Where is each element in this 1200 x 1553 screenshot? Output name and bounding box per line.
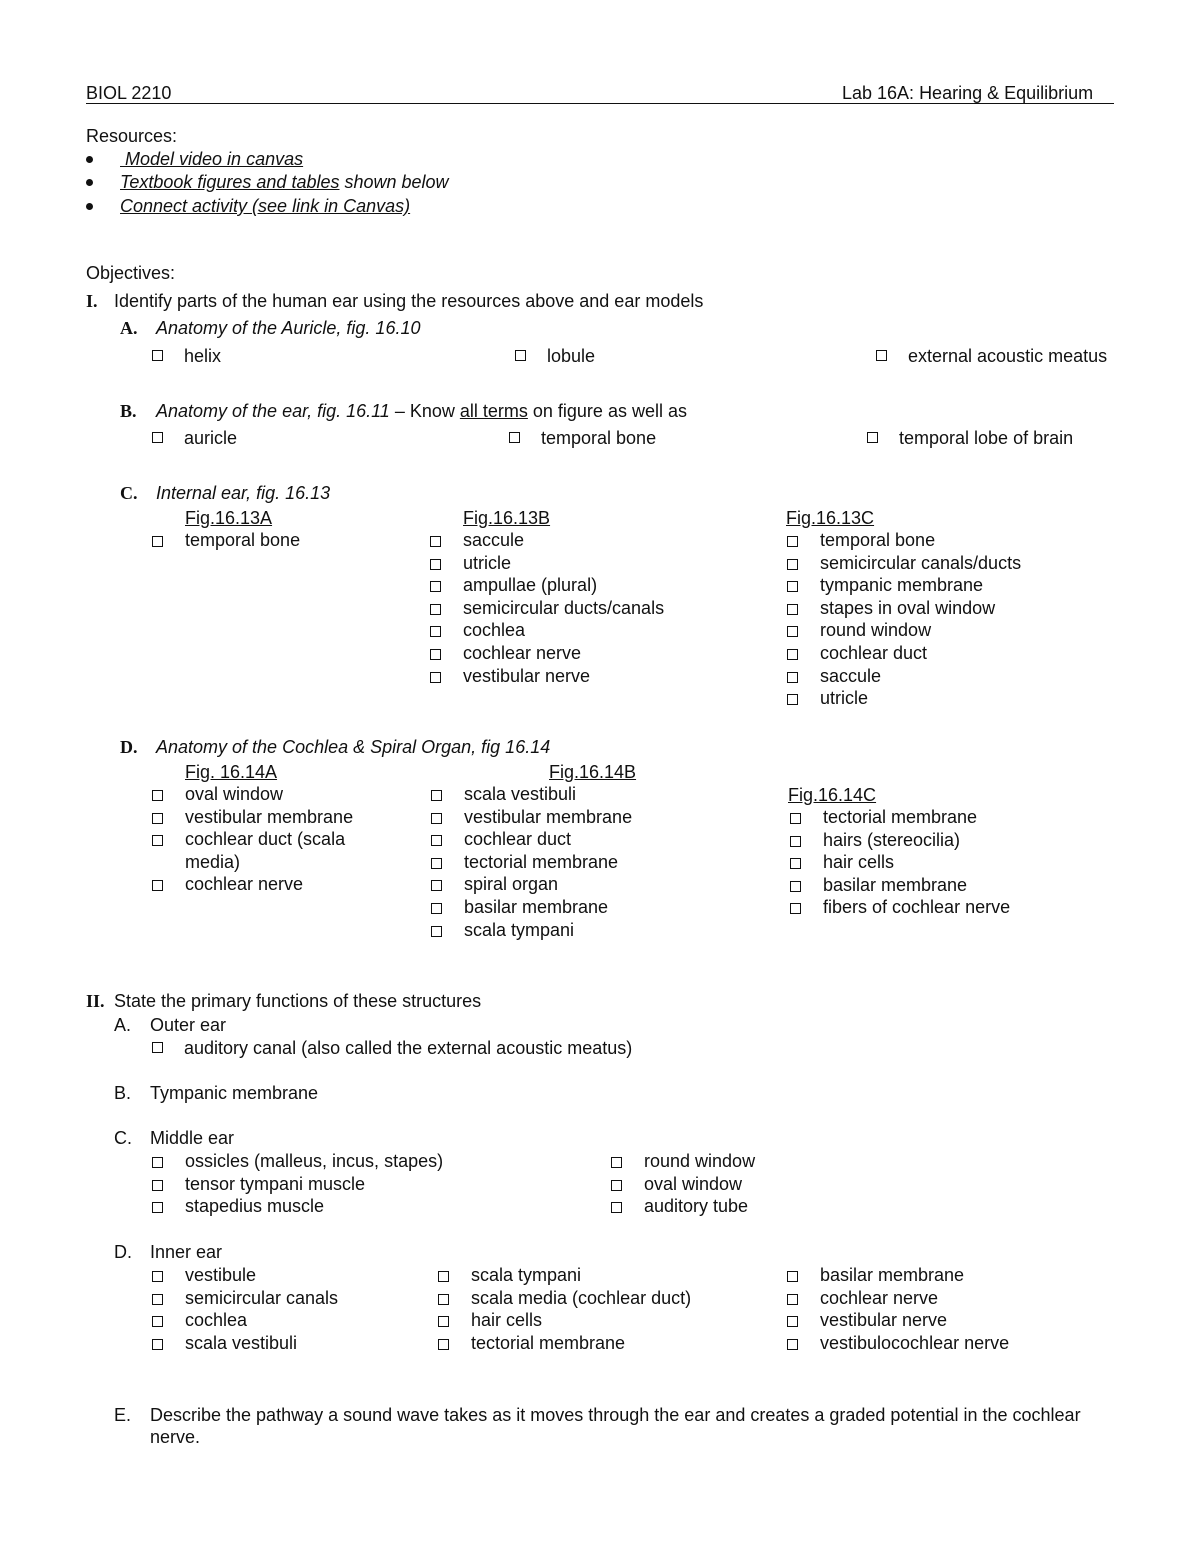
checklist-item: helix <box>152 345 221 367</box>
checklist-label: oval window <box>185 784 284 804</box>
checklist-label: cochlea <box>463 620 526 641</box>
checklist-label: temporal bone <box>820 530 936 550</box>
checklist-label: utricle <box>820 688 869 709</box>
checkbox-icon[interactable] <box>787 649 798 660</box>
checkbox-icon[interactable] <box>787 672 798 683</box>
checklist-item <box>790 806 1010 829</box>
checklist-label: scala vestibuli <box>185 1332 298 1353</box>
checklist-label: cochlear nerve <box>463 642 582 663</box>
checkbox-icon[interactable] <box>430 536 441 547</box>
checklist-label: vestibular nerve <box>820 1310 948 1331</box>
checklist-label: saccule <box>463 530 525 550</box>
checkbox-icon[interactable] <box>152 1202 163 1213</box>
checklist-item: auditory canal (also called the external acoustic meatus) <box>152 1037 632 1059</box>
subsection-letter: C. <box>114 1128 132 1148</box>
checklist-item <box>611 1195 755 1218</box>
checklist-item <box>787 1309 1009 1332</box>
objectives-title: Objectives: <box>86 263 176 283</box>
checklist-item <box>431 806 632 829</box>
checkbox-icon[interactable] <box>787 1294 798 1305</box>
checkbox-icon[interactable] <box>431 835 442 846</box>
checkbox-icon[interactable] <box>152 880 163 891</box>
checklist-label: tectorial membrane <box>471 1332 626 1353</box>
checklist-item <box>438 1264 691 1287</box>
section-number: II. <box>86 991 105 1011</box>
checklist-label: scala tympani <box>471 1265 582 1285</box>
checkbox-icon[interactable] <box>431 790 442 801</box>
checkbox-icon[interactable] <box>515 350 526 361</box>
checklist-item <box>787 1287 1009 1310</box>
checklist-item <box>430 574 664 597</box>
checklist-label: scala media (cochlear duct) <box>471 1287 692 1308</box>
section-text: State the primary functions of these structures <box>114 991 482 1011</box>
checkbox-icon[interactable] <box>431 880 442 891</box>
checkbox-icon[interactable] <box>430 604 441 615</box>
checkbox-icon[interactable] <box>876 350 887 361</box>
checkbox-icon[interactable] <box>430 626 441 637</box>
checklist-label: spiral organ <box>464 874 559 895</box>
checklist-label: cochlear duct (scala media) <box>185 829 346 872</box>
checkbox-icon[interactable] <box>509 432 520 443</box>
checkbox-icon[interactable] <box>152 350 163 361</box>
checklist-item <box>430 597 664 620</box>
checkbox-icon[interactable] <box>431 858 442 869</box>
checkbox-icon[interactable] <box>787 581 798 592</box>
resource-item: Textbook figures and tables shown below <box>86 171 449 193</box>
resources-title: Resources: <box>86 126 178 146</box>
checklist-column <box>787 1264 1009 1354</box>
checklist-item <box>430 529 664 552</box>
checkbox-icon[interactable] <box>438 1339 449 1350</box>
checkbox-icon[interactable] <box>152 790 163 801</box>
checklist-item: external acoustic meatus <box>876 345 1107 367</box>
checklist-item <box>152 1264 338 1287</box>
checklist-item <box>430 642 664 665</box>
checklist-label: basilar membrane <box>823 874 968 895</box>
checkbox-icon[interactable] <box>790 813 801 824</box>
checkbox-icon[interactable] <box>152 1157 163 1168</box>
checklist-item <box>611 1173 755 1196</box>
checklist-column <box>431 783 632 941</box>
checkbox-icon[interactable] <box>787 1316 798 1327</box>
checkbox-icon[interactable] <box>438 1294 449 1305</box>
checklist-label: scala tympani <box>464 919 575 940</box>
checklist-item <box>790 829 1010 852</box>
subsection-letter: C. <box>120 483 138 503</box>
checkbox-icon[interactable] <box>787 694 798 705</box>
course-code: BIOL 2210 <box>86 83 172 103</box>
checklist-item <box>790 896 1010 919</box>
checklist-label: tectorial membrane <box>464 851 619 872</box>
checklist-label: vestibule <box>185 1265 257 1285</box>
checkbox-icon[interactable] <box>867 432 878 443</box>
checklist-item <box>431 919 632 942</box>
checkbox-icon[interactable] <box>787 1339 798 1350</box>
lab-title: Lab 16A: Hearing & Equilibrium <box>842 83 1094 103</box>
subsection-letter: B. <box>114 1083 132 1103</box>
checklist-item <box>790 851 1010 874</box>
checklist-item <box>611 1150 755 1173</box>
checklist-label: round window <box>644 1151 756 1171</box>
checklist-label: ossicles (malleus, incus, stapes) <box>185 1151 444 1171</box>
checkbox-icon[interactable] <box>152 1339 163 1350</box>
resource-item <box>86 195 410 217</box>
subsection-letter: E. <box>114 1405 132 1425</box>
checkbox-icon[interactable] <box>152 1042 163 1053</box>
checkbox-icon[interactable] <box>790 836 801 847</box>
checklist-column <box>430 529 664 687</box>
checklist-label: cochlea <box>185 1310 248 1331</box>
resource-item <box>86 148 303 170</box>
checkbox-icon[interactable] <box>152 1180 163 1191</box>
checklist-label: tectorial membrane <box>823 807 978 827</box>
checklist-item <box>152 1332 338 1355</box>
checkbox-icon[interactable] <box>787 559 798 570</box>
checklist-label: vestibular nerve <box>463 665 591 686</box>
checklist-item <box>787 642 1021 665</box>
checkbox-icon[interactable] <box>152 1271 163 1282</box>
section-text: Identify parts of the human ear using the resources above and ear models <box>114 291 704 311</box>
checklist-label: temporal bone <box>185 530 301 550</box>
figure-heading: Fig.16.13C <box>786 508 875 528</box>
checkbox-icon[interactable] <box>438 1271 449 1282</box>
checklist-label: oval window <box>644 1173 743 1194</box>
subsection-text: Describe the pathway a sound wave takes as it moves through the ear and creates a graded potential in the cochlear nerve. <box>150 1405 1081 1447</box>
subsection-title: Tympanic membrane <box>150 1083 319 1103</box>
checklist-label: basilar membrane <box>464 896 609 917</box>
checklist-column <box>152 783 392 896</box>
checklist-label: basilar membrane <box>820 1265 965 1285</box>
header-rule <box>86 103 1114 104</box>
figure-heading: Fig.16.13B <box>463 508 551 528</box>
checkbox-icon[interactable] <box>611 1202 622 1213</box>
checklist-label: cochlear nerve <box>820 1287 939 1308</box>
checklist-label: vestibulocochlear nerve <box>820 1332 1010 1353</box>
figure-heading: Fig. 16.14A <box>185 762 278 782</box>
checklist-label: semicircular canals <box>185 1287 339 1308</box>
checklist-item <box>431 828 632 851</box>
checklist-label: tensor tympani muscle <box>185 1173 366 1194</box>
checklist-item <box>431 873 632 896</box>
checkbox-icon[interactable] <box>787 626 798 637</box>
checklist-label: cochlear nerve <box>185 874 304 895</box>
checklist-item <box>152 1287 338 1310</box>
checkbox-icon[interactable] <box>790 881 801 892</box>
checklist-label: stapedius muscle <box>185 1196 325 1217</box>
figure-heading: Fig.16.14C <box>788 785 877 805</box>
checkbox-icon[interactable] <box>611 1180 622 1191</box>
checklist-item <box>790 874 1010 897</box>
checklist-item <box>787 687 1021 710</box>
checklist-label: cochlear duct <box>820 642 928 663</box>
checkbox-icon[interactable] <box>152 1294 163 1305</box>
subsection-title: Anatomy of the Cochlea & Spiral Organ, fig 16.14 <box>156 737 551 757</box>
checkbox-icon[interactable] <box>787 1271 798 1282</box>
subsection-letter: A. <box>120 318 138 338</box>
subsection-title: Internal ear, fig. 16.13 <box>156 483 331 503</box>
subsection-title: Outer ear <box>150 1015 227 1035</box>
subsection-title: Inner ear <box>150 1242 223 1262</box>
checklist-item <box>152 1309 338 1332</box>
checkbox-icon[interactable] <box>430 649 441 660</box>
resource-link[interactable]: Connect activity (see link in Canvas) <box>120 196 411 216</box>
checklist-label: ampullae (plural) <box>463 575 598 596</box>
checklist-item <box>787 1264 1009 1287</box>
checklist-label: hair cells <box>823 852 895 873</box>
checklist-label: saccule <box>820 665 882 686</box>
checklist-label: semicircular ducts/canals <box>463 597 665 618</box>
checklist-item <box>152 1150 443 1173</box>
subsection-title: Anatomy of the ear, fig. 16.11 – Know all terms on figure as well as <box>156 401 687 421</box>
subsection-letter: B. <box>120 401 137 421</box>
checklist-item <box>787 574 1021 597</box>
checkbox-icon[interactable] <box>790 858 801 869</box>
checkbox-icon[interactable] <box>611 1157 622 1168</box>
resource-link[interactable]: Model video in canvas <box>120 149 304 169</box>
checklist-column <box>152 529 300 552</box>
checkbox-icon[interactable] <box>430 581 441 592</box>
checklist-item <box>787 529 1021 552</box>
checkbox-icon[interactable] <box>431 903 442 914</box>
checkbox-icon[interactable] <box>438 1316 449 1327</box>
checklist-item <box>152 873 400 896</box>
checkbox-icon[interactable] <box>152 813 163 824</box>
checklist-label: hairs (stereocilia) <box>823 829 961 850</box>
checkbox-icon[interactable] <box>430 559 441 570</box>
checklist-label: semicircular canals/ducts <box>820 552 1022 573</box>
checklist-item: lobule <box>515 345 595 367</box>
checkbox-icon[interactable] <box>431 926 442 937</box>
checklist-item <box>152 529 300 552</box>
checklist-item <box>152 806 400 829</box>
checklist-label: utricle <box>463 552 512 573</box>
checklist-item: temporal bone <box>509 427 656 449</box>
checklist-label: scala vestibuli <box>464 784 577 804</box>
checklist-item <box>430 665 664 688</box>
checklist-item <box>787 597 1021 620</box>
checklist-column <box>152 1264 338 1354</box>
checklist-item: temporal lobe of brain <box>867 427 1073 449</box>
checklist-item <box>430 619 664 642</box>
subsection-title: Middle ear <box>150 1128 235 1148</box>
checklist-item <box>431 896 632 919</box>
checkbox-icon[interactable] <box>431 813 442 824</box>
checkbox-icon[interactable] <box>790 903 801 914</box>
checkbox-icon[interactable] <box>430 672 441 683</box>
checklist-column <box>152 1150 443 1218</box>
checklist-label: stapes in oval window <box>820 597 996 618</box>
checklist-label: fibers of cochlear nerve <box>823 897 1011 918</box>
subsection-letter: D. <box>120 737 138 757</box>
checklist-column <box>787 529 1021 710</box>
checklist-item <box>787 552 1021 575</box>
subsection-letter: A. <box>114 1015 132 1035</box>
checklist-item <box>438 1287 691 1310</box>
checklist-label: tympanic membrane <box>820 575 984 596</box>
checklist-item <box>787 1332 1009 1355</box>
checklist-label: vestibular membrane <box>464 806 633 827</box>
checklist-item <box>787 665 1021 688</box>
checklist-column <box>611 1150 755 1218</box>
figure-heading: Fig.16.13A <box>185 508 273 528</box>
bullet-icon <box>86 179 93 186</box>
checklist-item <box>152 783 400 806</box>
checklist-item <box>152 1173 443 1196</box>
subsection-title: Anatomy of the Auricle, fig. 16.10 <box>156 318 421 338</box>
checklist-item <box>438 1332 691 1355</box>
checklist-label: cochlear duct <box>464 829 572 850</box>
checklist-item <box>430 552 664 575</box>
checklist-item <box>152 1195 443 1218</box>
checklist-label: round window <box>820 620 932 641</box>
checkbox-icon[interactable] <box>152 1316 163 1327</box>
figure-heading: Fig.16.14B <box>549 762 637 782</box>
checklist-label: hair cells <box>471 1310 543 1331</box>
bullet-icon <box>86 156 93 163</box>
checklist-item <box>787 619 1021 642</box>
checklist-label: vestibular membrane <box>185 806 354 827</box>
checklist-item <box>431 783 632 806</box>
checklist-item <box>431 851 632 874</box>
checklist-label: auditory tube <box>644 1196 749 1217</box>
checkbox-icon[interactable] <box>787 536 798 547</box>
section-number: I. <box>86 291 98 311</box>
checklist-column <box>790 806 1010 919</box>
checkbox-icon[interactable] <box>152 835 163 846</box>
subsection-letter: D. <box>114 1242 132 1262</box>
checklist-column <box>438 1264 691 1354</box>
resource-link[interactable]: Textbook figures and tables <box>120 172 340 192</box>
checkbox-icon[interactable] <box>152 432 163 443</box>
checkbox-icon[interactable] <box>787 604 798 615</box>
checklist-item <box>152 828 400 873</box>
checklist-item <box>438 1309 691 1332</box>
checkbox-icon[interactable] <box>152 536 163 547</box>
checklist-item: auricle <box>152 427 237 449</box>
bullet-icon <box>86 203 93 210</box>
